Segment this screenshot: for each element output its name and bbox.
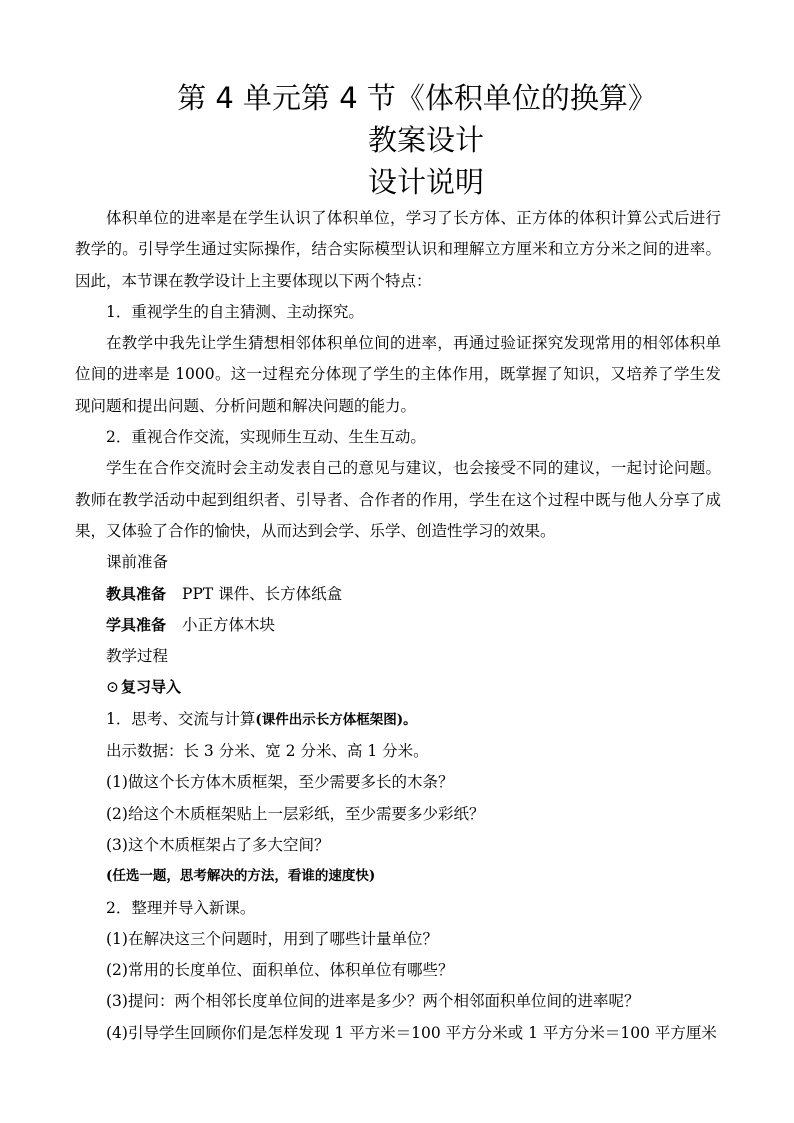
point1-paragraph: 在教学中我先让学生猜想相邻体积单位间的进率，再通过验证探究发现常用的相邻体积单位间的进率是 1000。这一过程充分体现了学生的主体作用，既掌握了知识，又培养了学生发现问题和提出问题、分析问题和解决问题的能力。 <box>75 334 721 415</box>
review-question-1: (1)在解决这三个问题时，用到了哪些计量单位？ <box>106 929 438 948</box>
point2-heading: 2．重视合作交流，实现师生互动、生生互动。 <box>106 428 426 447</box>
subtitle-lesson-plan: 教案设计 <box>367 123 484 157</box>
teacher-prep-line <box>75 579 721 610</box>
review-question-4: (4)引导学生回顾你们是怎样发现 1 平方米＝100 平方分米或 1 平方分米＝100 平方厘米 <box>106 1023 717 1042</box>
process-heading: 教学过程 <box>106 647 169 666</box>
intro-paragraph: 体积单位的进率是在学生认识了体积单位，学习了长方体、正方体的体积计算公式后进行教学的。引导学生通过实际操作，结合实际模型认识和理解立方厘米和立方分米之间的进率。因此，本节课在教学设计上主要体现以下两个特点： <box>75 209 721 290</box>
circle-dot-icon: ⊙ <box>106 678 119 697</box>
review-question-3: (3)提问：两个相邻长度单位间的进率是多少？两个相邻面积单位间的进率呢？ <box>106 992 640 1011</box>
review-heading <box>75 672 721 703</box>
teacher-prep-label: 教具准备 <box>106 584 167 603</box>
subtitle-design-notes: 设计说明 <box>367 165 484 199</box>
prep-heading: 课前准备 <box>106 553 169 572</box>
student-prep-value: 小正方体木块 <box>182 615 276 634</box>
question-note: (任选一题，思考解决的方法，看谁的速度快) <box>106 868 376 885</box>
data-line: 出示数据：长 3 分米、宽 2 分米、高 1 分米。 <box>106 742 429 761</box>
student-prep-label: 学具准备 <box>106 615 167 634</box>
review-question-2: (2)常用的长度单位、面积单位、体积单位有哪些？ <box>106 961 454 980</box>
step1-text: 1．思考、交流与计算 <box>106 709 256 728</box>
teacher-prep-value: PPT 课件、长方体纸盒 <box>182 584 343 603</box>
step2-line: 2．整理并导入新课。 <box>106 898 256 917</box>
question-1: (1)做这个长方体木质框架，至少需要多长的木条？ <box>106 773 454 792</box>
step1-note: (课件出示长方体框架图)。 <box>255 711 417 728</box>
point2-paragraph: 学生在合作交流时会主动发表自己的意见与建议，也会接受不同的建议，一起讨论问题。教师在教学活动中起到组织者、引导者、合作者的作用，学生在这个过程中既与他人分享了成果，又体验了合作的愉快，从而达到会学、乐学、创造性学习的效果。 <box>75 459 721 540</box>
point1-heading: 1．重视学生的自主猜测、主动探究。 <box>106 302 364 321</box>
question-3: (3)这个木质框架占了多大空间？ <box>106 835 330 854</box>
document-body <box>75 203 721 1049</box>
review-title: 复习导入 <box>121 678 182 697</box>
lesson-title: 第 4 单元第 4 节《体积单位的换算》 <box>177 81 657 115</box>
question-2: (2)给这个木质框架贴上一层彩纸，至少需要多少彩纸？ <box>106 804 485 823</box>
step1-line <box>75 704 721 736</box>
student-prep-line <box>75 610 721 641</box>
